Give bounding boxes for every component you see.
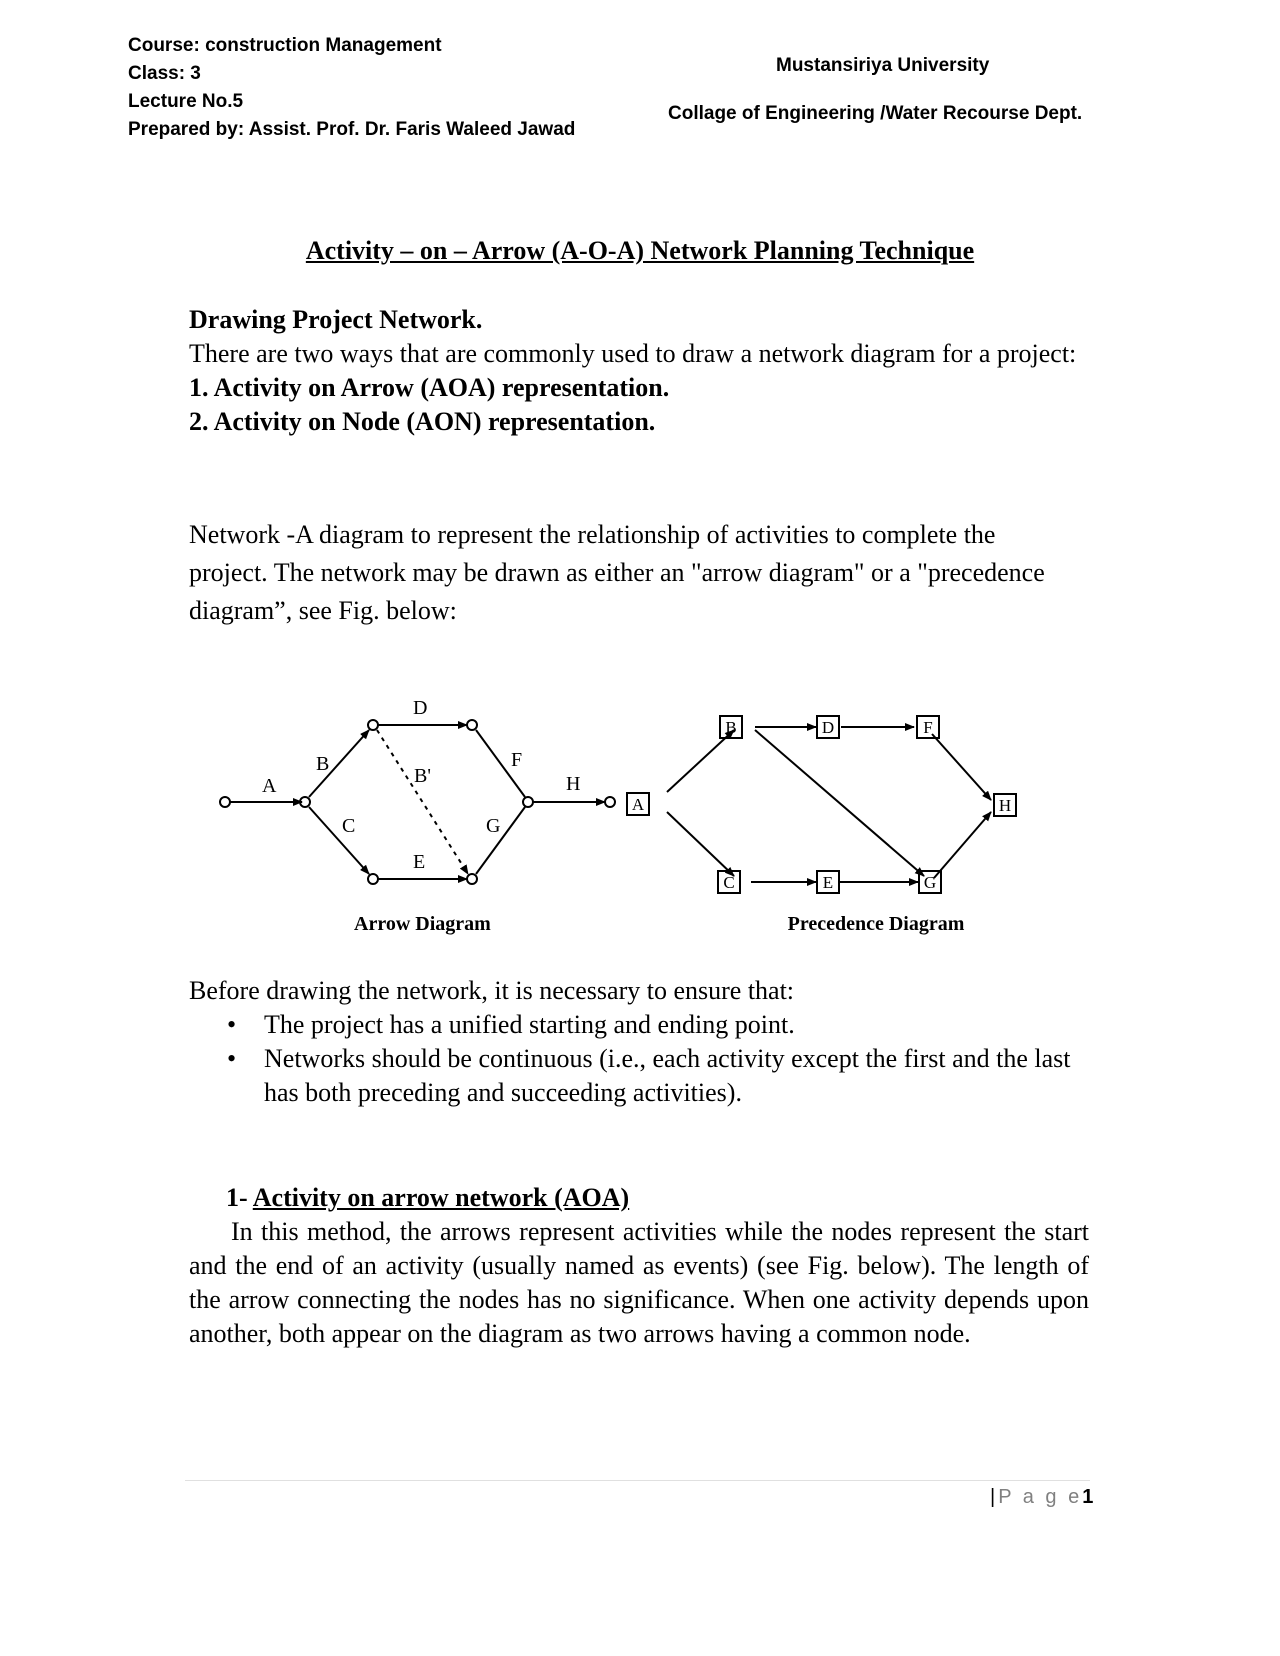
drawing-item-aoa: 1. Activity on Arrow (AOA) representation. (189, 373, 670, 402)
aoa-label-g: G (486, 815, 501, 837)
aoa-label-h: H (566, 773, 581, 795)
aoa-heading: Activity on arrow network (AOA) (252, 1183, 630, 1212)
aon-link-f-h (932, 734, 991, 800)
list-item (189, 1008, 1089, 1042)
bullet-icon: • (227, 1010, 237, 1039)
aoa-event-7 (523, 797, 533, 807)
page-title: Activity – on – Arrow (A-O-A) Network Planning Technique (305, 236, 975, 265)
before-drawing-list (189, 1008, 1089, 1110)
aoa-label-a: A (262, 775, 277, 797)
aoa-heading-number: 1- (226, 1183, 248, 1212)
network-figure (200, 650, 1100, 940)
page-number-value: 1 (1082, 1486, 1097, 1508)
aoa-label-b: B (316, 753, 330, 775)
bullet-text: The project has a unified starting and ending point. (264, 1010, 795, 1039)
aoa-event-3 (368, 720, 378, 730)
aon-node-b: B (725, 718, 737, 737)
list-item (189, 1042, 1089, 1110)
arrow-diagram-caption: Arrow Diagram (354, 913, 491, 935)
header-lecture: Lecture No.5 (128, 91, 244, 112)
network-paragraph: Network -A diagram to represent the relationship of activities to complete the project. The network may be drawn as either an "arrow diagram" or a "precedence diagram”, see Fig. below: (189, 520, 1045, 625)
bullet-icon: • (227, 1044, 237, 1073)
aoa-event-1 (220, 797, 230, 807)
aoa-label-d: D (413, 697, 428, 719)
aon-node-c: C (723, 873, 735, 892)
aon-link-a-b (667, 730, 734, 792)
precedence-diagram (627, 716, 1016, 893)
page-number (990, 1486, 1096, 1509)
aoa-label-f: F (511, 749, 523, 771)
aon-node-e: E (822, 873, 834, 892)
header-course: Course: construction Management (128, 35, 442, 56)
drawing-intro: There are two ways that are commonly used to draw a network diagram for a project: (189, 339, 1077, 368)
header-university: Mustansiriya University (776, 55, 990, 76)
precedence-diagram-caption: Precedence Diagram (787, 913, 965, 935)
before-drawing-section (189, 974, 1089, 1110)
aoa-event-4 (368, 874, 378, 884)
page-word: P a g e (998, 1486, 1083, 1508)
aon-link-a-c (667, 812, 734, 876)
drawing-heading: Drawing Project Network. (189, 305, 483, 334)
aoa-heading-row (226, 1181, 629, 1215)
drawing-item-aon: 2. Activity on Node (AON) representation. (189, 407, 656, 436)
aoa-event-8 (605, 797, 615, 807)
header-college: Collage of Engineering /Water Recourse Dept. (668, 103, 1083, 124)
aoa-label-c: C (342, 815, 356, 837)
aon-node-f: F (923, 718, 933, 737)
aon-node-a: A (631, 795, 645, 814)
aoa-label-dummy: B' (414, 765, 431, 787)
aoa-arrow-g (476, 807, 525, 874)
aoa-label-e: E (413, 851, 426, 873)
aoa-event-5 (467, 720, 477, 730)
header-prepared-by: Prepared by: Assist. Prof. Dr. Faris Waleed Jawad (128, 119, 576, 140)
before-drawing-intro: Before drawing the network, it is necessary to ensure that: (189, 976, 795, 1005)
aon-link-b-g (755, 730, 924, 876)
page-separator: | (990, 1486, 999, 1508)
footer-divider (185, 1480, 1090, 1481)
drawing-section (189, 303, 1089, 439)
aoa-event-6 (467, 874, 477, 884)
aoa-arrow-c (309, 807, 369, 874)
aon-node-g: G (923, 873, 937, 892)
header-class: Class: 3 (128, 63, 201, 84)
aon-node-d: D (821, 718, 835, 737)
aon-node-h: H (998, 796, 1012, 815)
aoa-paragraph: In this method, the arrows represent activities while the nodes represent the start and the end of an activity (usually named as events) (see Fig. below). The length of the arrow connecting the nodes has no significance. When one activity depends upon another, both appear on the diagram as two arrows having a common node. (189, 1217, 1089, 1348)
aon-link-g-h (934, 812, 991, 878)
bullet-text: Networks should be continuous (i.e., each activity except the first and the last has both preceding and succeeding activities). (264, 1044, 1071, 1107)
